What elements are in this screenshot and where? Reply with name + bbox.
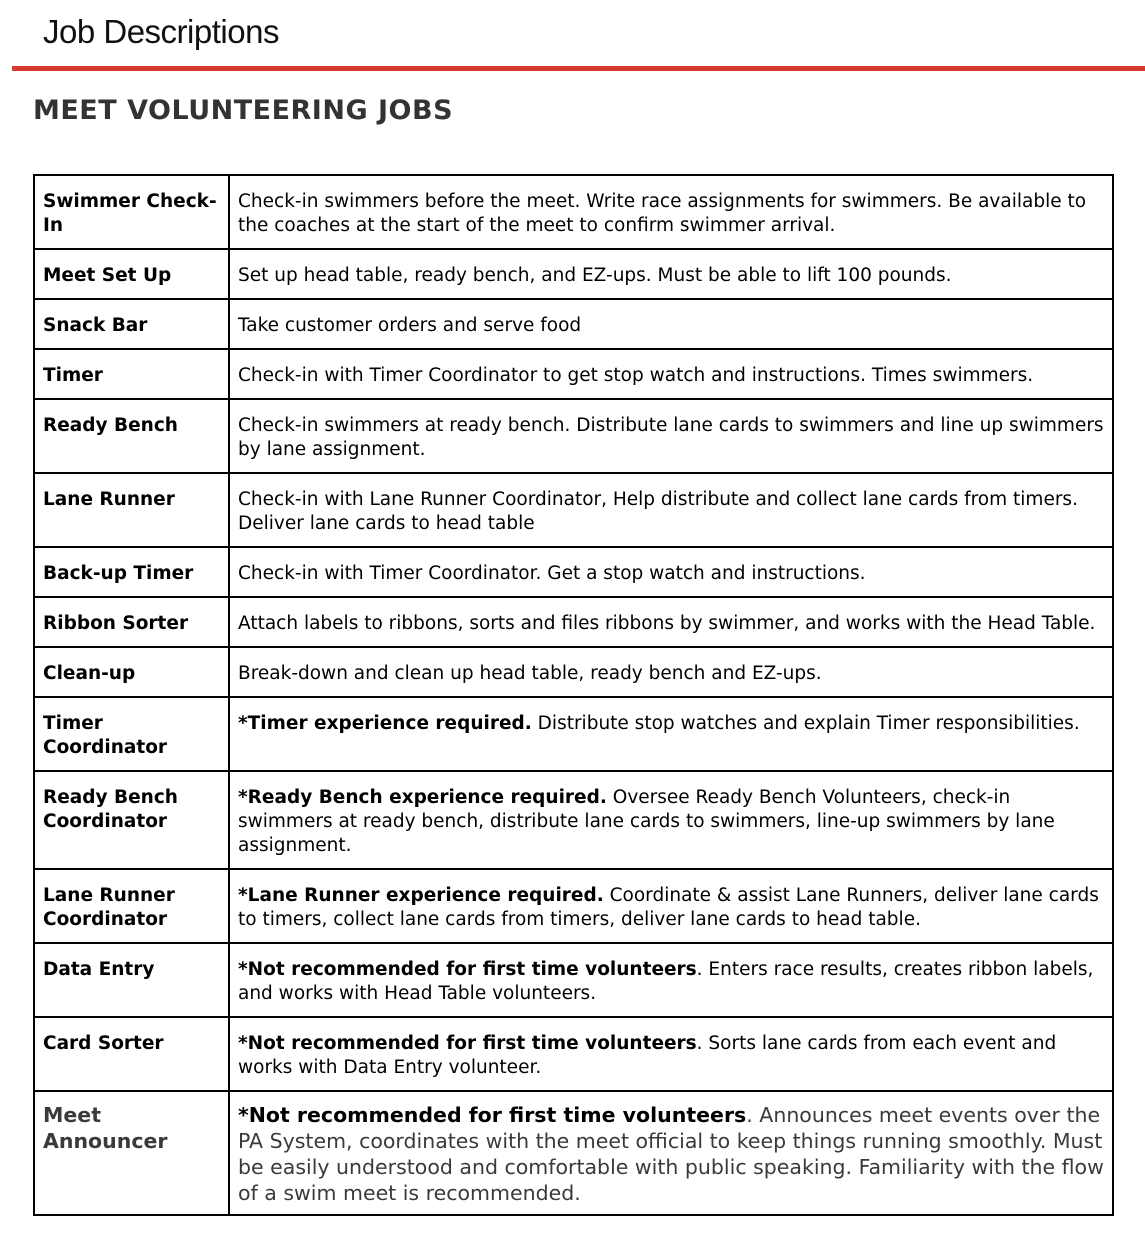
page-title: Job Descriptions (43, 13, 279, 50)
job-name: Lane Runner Coordinator (34, 869, 229, 943)
job-requirement: *Not recommended for first time volunteers (238, 1033, 697, 1054)
job-description (229, 869, 1113, 943)
job-description (229, 647, 1113, 697)
table-row (34, 647, 1113, 697)
job-description (229, 473, 1113, 547)
job-name: Meet Set Up (34, 249, 229, 299)
table-row (34, 473, 1113, 547)
job-name: Timer (34, 349, 229, 399)
job-description-text: Oversee Ready Bench Volunteers, check-in swimmers at ready bench, distribute lane cards to swimmers, line-up swimmers by lane assignment. (238, 787, 1055, 856)
job-description (229, 597, 1113, 647)
job-requirement: *Timer experience required. (238, 713, 532, 734)
job-name: Timer Coordinator (34, 697, 229, 771)
table-row (34, 547, 1113, 597)
table-row (34, 1091, 1113, 1215)
job-description (229, 1091, 1113, 1215)
job-description (229, 349, 1113, 399)
job-description-text: Check-in swimmers before the meet. Write race assignments for swimmers. Be available to the coaches at the start of the meet to confirm swimmer arrival. (238, 191, 1087, 236)
job-description-text: Attach labels to ribbons, sorts and files ribbons by swimmer, and works with the Head Table. (238, 613, 1096, 634)
job-description-text: Check-in with Timer Coordinator to get stop watch and instructions. Times swimmers. (238, 365, 1034, 386)
section-title: MEET VOLUNTEERING JOBS (33, 95, 454, 126)
job-name: Data Entry (34, 943, 229, 1017)
job-description-text: Check-in with Timer Coordinator. Get a stop watch and instructions. (238, 563, 866, 584)
page-header (0, 0, 1145, 72)
table-row (34, 299, 1113, 349)
job-description-text: Check-in with Lane Runner Coordinator, Help distribute and collect lane cards from timers. Deliver lane cards to head table (238, 489, 1078, 534)
job-description-text: . Enters race results, creates ribbon labels, and works with Head Table volunteers. (238, 959, 1094, 1004)
job-name: Ready Bench (34, 399, 229, 473)
table-row (34, 597, 1113, 647)
table-row (34, 697, 1113, 771)
job-description-text: Check-in swimmers at ready bench. Distribute lane cards to swimmers and line up swimmers by lane assignment. (238, 415, 1104, 460)
job-description-text: Set up head table, ready bench, and EZ-ups. Must be able to lift 100 pounds. (238, 265, 952, 286)
job-description (229, 399, 1113, 473)
table-row (34, 349, 1113, 399)
job-name: Card Sorter (34, 1017, 229, 1091)
job-description (229, 299, 1113, 349)
job-description-text: Break-down and clean up head table, ready bench and EZ-ups. (238, 663, 822, 684)
job-description-text: . Sorts lane cards from each event and works with Data Entry volunteer. (238, 1033, 1057, 1078)
job-description-text: Coordinate & assist Lane Runners, deliver lane cards to timers, collect lane cards from timers, deliver lane cards to head table. (238, 885, 1099, 930)
job-description (229, 175, 1113, 249)
job-description (229, 547, 1113, 597)
job-description (229, 697, 1113, 771)
header-divider (12, 66, 1145, 71)
job-description-text: Take customer orders and serve food (238, 315, 582, 336)
job-description (229, 771, 1113, 869)
job-name: Snack Bar (34, 299, 229, 349)
table-row (34, 771, 1113, 869)
table-row (34, 1017, 1113, 1091)
table-row (34, 943, 1113, 1017)
job-name: Swimmer Check-In (34, 175, 229, 249)
job-name: Lane Runner (34, 473, 229, 547)
job-requirement: *Not recommended for first time volunteers (238, 959, 697, 980)
jobs-table (33, 174, 1114, 1216)
job-name: Back-up Timer (34, 547, 229, 597)
job-description (229, 249, 1113, 299)
job-name: Meet Announcer (34, 1091, 229, 1215)
job-requirement: *Ready Bench experience required. (238, 787, 607, 808)
job-requirement: *Not recommended for first time volunteers (238, 1103, 747, 1127)
job-description (229, 1017, 1113, 1091)
table-row (34, 869, 1113, 943)
job-name: Ribbon Sorter (34, 597, 229, 647)
job-name: Ready Bench Coordinator (34, 771, 229, 869)
job-description (229, 943, 1113, 1017)
job-description-text: Distribute stop watches and explain Timer responsibilities. (531, 713, 1080, 734)
job-requirement: *Lane Runner experience required. (238, 885, 604, 906)
table-row (34, 175, 1113, 249)
job-name: Clean-up (34, 647, 229, 697)
table-row (34, 249, 1113, 299)
table-row (34, 399, 1113, 473)
job-description-text: . Announces meet events over the PA System, coordinates with the meet official to keep things running smoothly. Must be easily understood and comfortable with public speaking. Familiarity with the flow of a swim meet is recommended. (238, 1103, 1104, 1205)
